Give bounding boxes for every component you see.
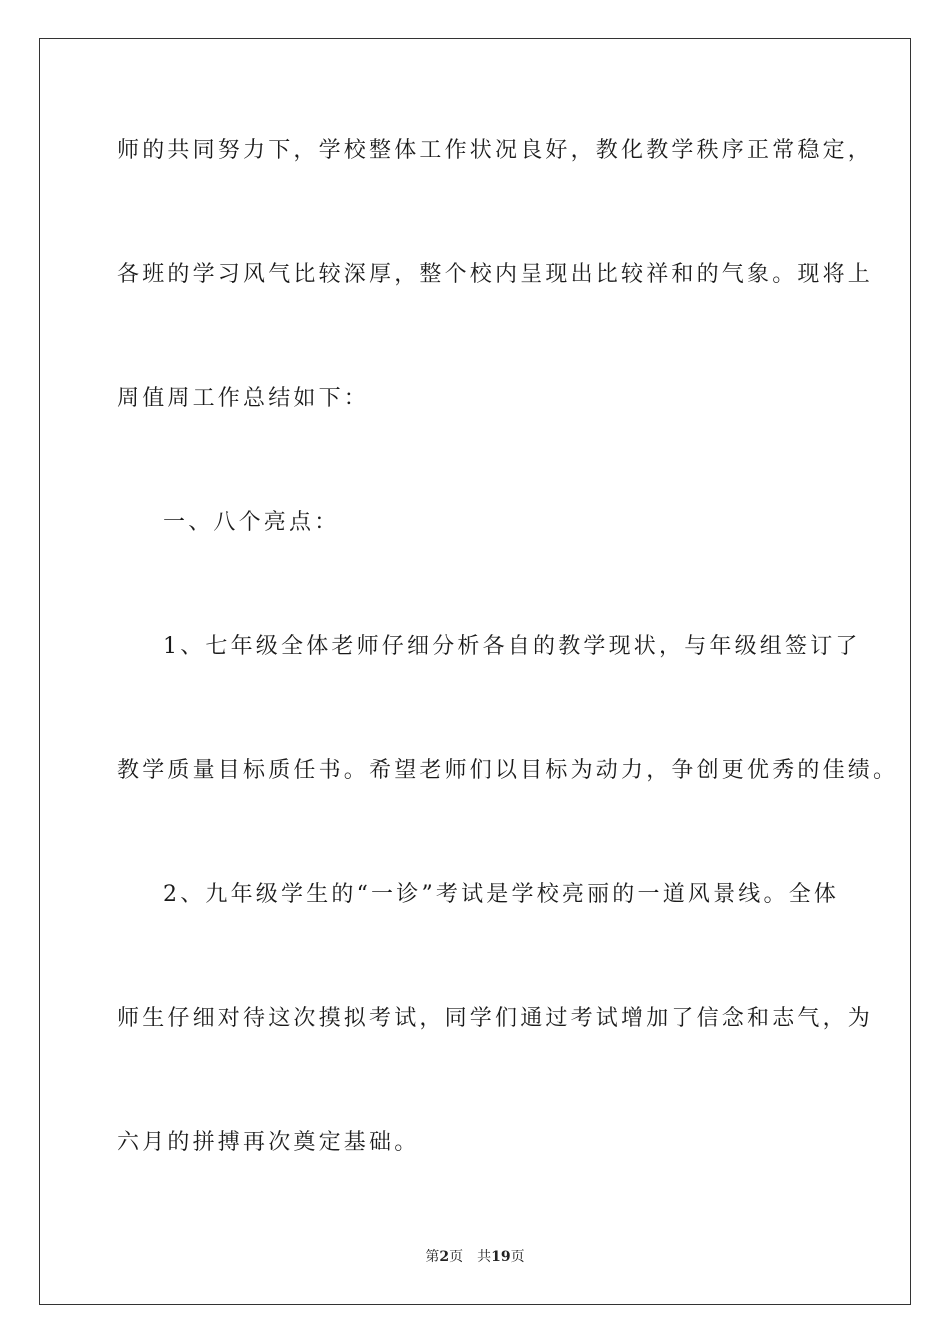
paragraph-line-2: 各班的学习风气比较深厚，整个校内呈现出比较祥和的气象。现将上 (117, 262, 874, 287)
page-footer (0, 1248, 950, 1266)
page-suffix: 页 (449, 1249, 464, 1265)
section-heading: 一、八个亮点： (163, 510, 340, 535)
total-prefix: 共 (477, 1249, 492, 1265)
paragraph-line-6: 教学质量目标质任书。希望老师们以目标为动力，争创更优秀的佳绩。 (117, 758, 899, 783)
page-frame (39, 38, 911, 1305)
page-prefix: 第 (425, 1249, 440, 1265)
paragraph-line-1: 师的共同努力下，学校整体工作状况良好，教化教学秩序正常稳定， (117, 138, 874, 163)
paragraph-line-8: 师生仔细对待这次摸拟考试，同学们通过考试增加了信念和志气，为 (117, 1006, 874, 1031)
paragraph-line-9: 六月的拼搏再次奠定基础。 (117, 1130, 420, 1155)
total-suffix: 页 (510, 1249, 525, 1265)
paragraph-line-5: 1、七年级全体老师仔细分析各自的教学现状，与年级组签订了 (163, 634, 861, 659)
paragraph-line-3: 周值周工作总结如下： (117, 386, 370, 411)
paragraph-line-7: 2、九年级学生的“一诊”考试是学校亮丽的一道风景线。全体 (163, 882, 840, 907)
page-current: 2 (439, 1249, 450, 1265)
page-total: 19 (491, 1249, 511, 1265)
